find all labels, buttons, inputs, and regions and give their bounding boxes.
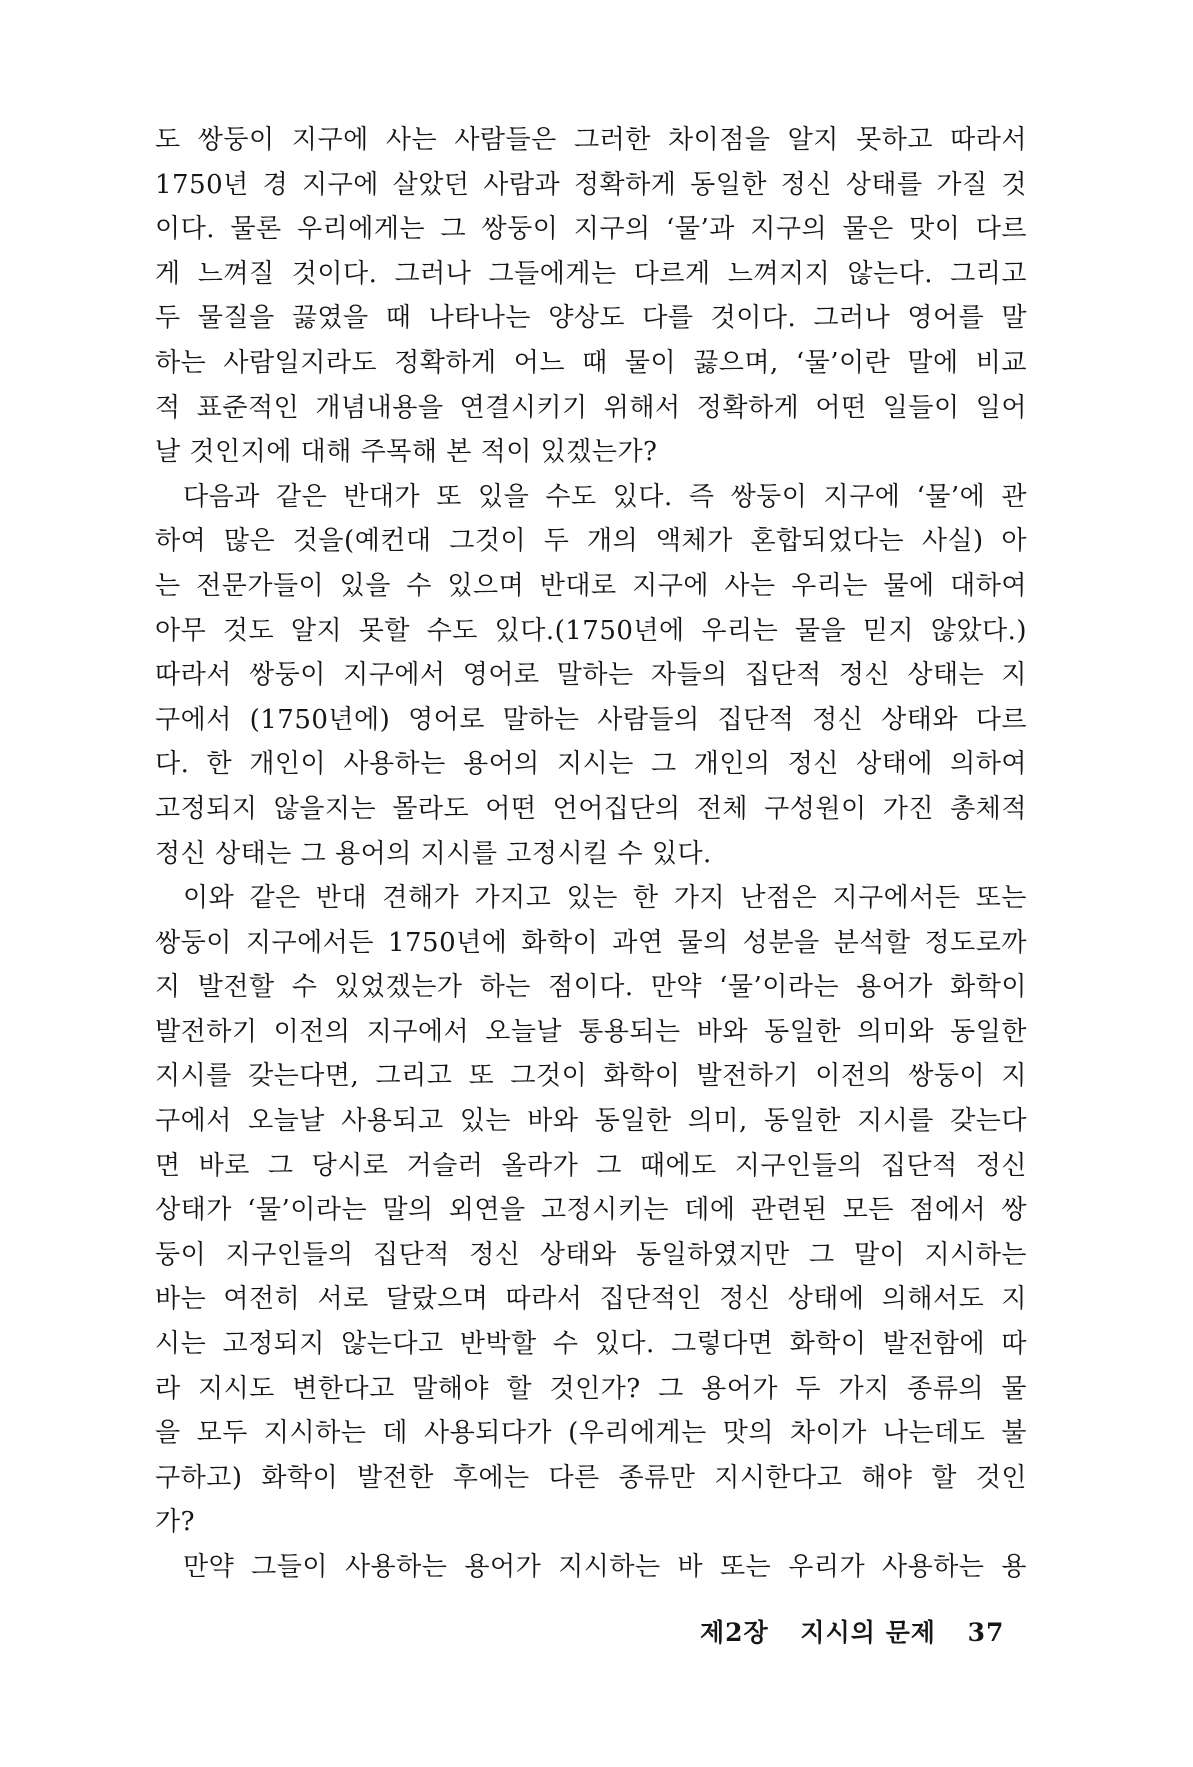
- text-line: 이와 같은 반대 견해가 가지고 있는 한 가지 난점은 지구에서든 또는: [183, 883, 1027, 914]
- text-line: 시는 고정되지 않는다고 반박할 수 있다. 그렇다면 화학이 발전함에 따: [155, 1329, 1027, 1360]
- text-line: 다. 한 개인이 사용하는 용어의 지시는 그 개인의 정신 상태에 의하여: [155, 749, 1027, 780]
- footer-title: 지시의 문제: [800, 1618, 936, 1647]
- text-line: 하여 많은 것을(예컨대 그것이 두 개의 액체가 혼합되었다는 사실) 아: [155, 526, 1027, 557]
- text-line: 면 바로 그 당시로 거슬러 올라가 그 때에도 지구인들의 집단적 정신: [155, 1150, 1027, 1181]
- text-line: 구에서 (1750년에) 영어로 말하는 사람들의 집단적 정신 상태와 다르: [155, 704, 1027, 735]
- text-line: 라 지시도 변한다고 말해야 할 것인가? 그 용어가 두 가지 종류의 물: [155, 1373, 1027, 1404]
- text-line: 가?: [155, 1507, 196, 1538]
- footer-chapter: 제2장: [700, 1618, 769, 1647]
- text-line: 고정되지 않을지는 몰라도 어떤 언어집단의 전체 구성원이 가진 총체적: [155, 793, 1027, 824]
- text-line: 다음과 같은 반대가 또 있을 수도 있다. 즉 쌍둥이 지구에 ‘물’에 관: [183, 481, 1027, 512]
- text-line: 만약 그들이 사용하는 용어가 지시하는 바 또는 우리가 사용하는 용: [183, 1552, 1027, 1582]
- text-line: 지 발전할 수 있었겠는가 하는 점이다. 만약 ‘물’이라는 용어가 화학이: [155, 972, 1027, 1003]
- text-line: 발전하기 이전의 지구에서 오늘날 통용되는 바와 동일한 의미와 동일한: [155, 1016, 1027, 1047]
- text-line: 바는 여전히 서로 달랐으며 따라서 집단적인 정신 상태에 의해서도 지: [155, 1284, 1027, 1315]
- text-line: 구에서 오늘날 사용되고 있는 바와 동일한 의미, 동일한 지시를 갖는다: [155, 1106, 1027, 1137]
- text-line: 두 물질을 끓였을 때 나타나는 양상도 다를 것이다. 그러나 영어를 말: [155, 303, 1027, 334]
- text-line: 아무 것도 알지 못할 수도 있다.(1750년에 우리는 물을 믿지 않았다.): [155, 615, 1027, 646]
- text-line: 상태가 ‘물’이라는 말의 외연을 고정시키는 데에 관련된 모든 점에서 쌍: [155, 1195, 1027, 1226]
- text-line: 구하고) 화학이 발전한 후에는 다른 종류만 지시한다고 해야 할 것인: [155, 1462, 1027, 1493]
- page-body: [155, 118, 1027, 1718]
- text-line: 따라서 쌍둥이 지구에서 영어로 말하는 자들의 집단적 정신 상태는 지: [155, 660, 1027, 691]
- text-line: 날 것인지에 대해 주목해 본 적이 있겠는가?: [155, 437, 658, 468]
- text-line: 둥이 지구인들의 집단적 정신 상태와 동일하였지만 그 말이 지시하는: [155, 1239, 1027, 1270]
- running-footer: [700, 1613, 1004, 1649]
- text-line: 하는 사람일지라도 정확하게 어느 때 물이 끓으며, ‘물’이란 말에 비교: [155, 347, 1027, 378]
- text-line: 1750년 경 지구에 살았던 사람과 정확하게 동일한 정신 상태를 가질 것: [155, 169, 1027, 200]
- text-line: 적 표준적인 개념내용을 연결시키기 위해서 정확하게 어떤 일들이 일어: [155, 392, 1027, 423]
- text-line: 지시를 갖는다면, 그리고 또 그것이 화학이 발전하기 이전의 쌍둥이 지: [155, 1061, 1027, 1092]
- page-number: 37: [967, 1618, 1005, 1647]
- text-line: 는 전문가들이 있을 수 있으며 반대로 지구에 사는 우리는 물에 대하여: [155, 570, 1027, 601]
- text-line: 이다. 물론 우리에게는 그 쌍둥이 지구의 ‘물’과 지구의 물은 맛이 다르: [155, 214, 1027, 245]
- text-line: 정신 상태는 그 용어의 지시를 고정시킬 수 있다.: [155, 838, 712, 869]
- text-line: 을 모두 지시하는 데 사용되다가 (우리에게는 맛의 차이가 나는데도 불: [155, 1418, 1027, 1449]
- text-line: 쌍둥이 지구에서든 1750년에 화학이 과연 물의 성분을 분석할 정도로까: [155, 927, 1027, 958]
- text-line: 게 느껴질 것이다. 그러나 그들에게는 다르게 느껴지지 않는다. 그리고: [155, 258, 1027, 289]
- text-line: 도 쌍둥이 지구에 사는 사람들은 그러한 차이점을 알지 못하고 따라서: [155, 125, 1027, 155]
